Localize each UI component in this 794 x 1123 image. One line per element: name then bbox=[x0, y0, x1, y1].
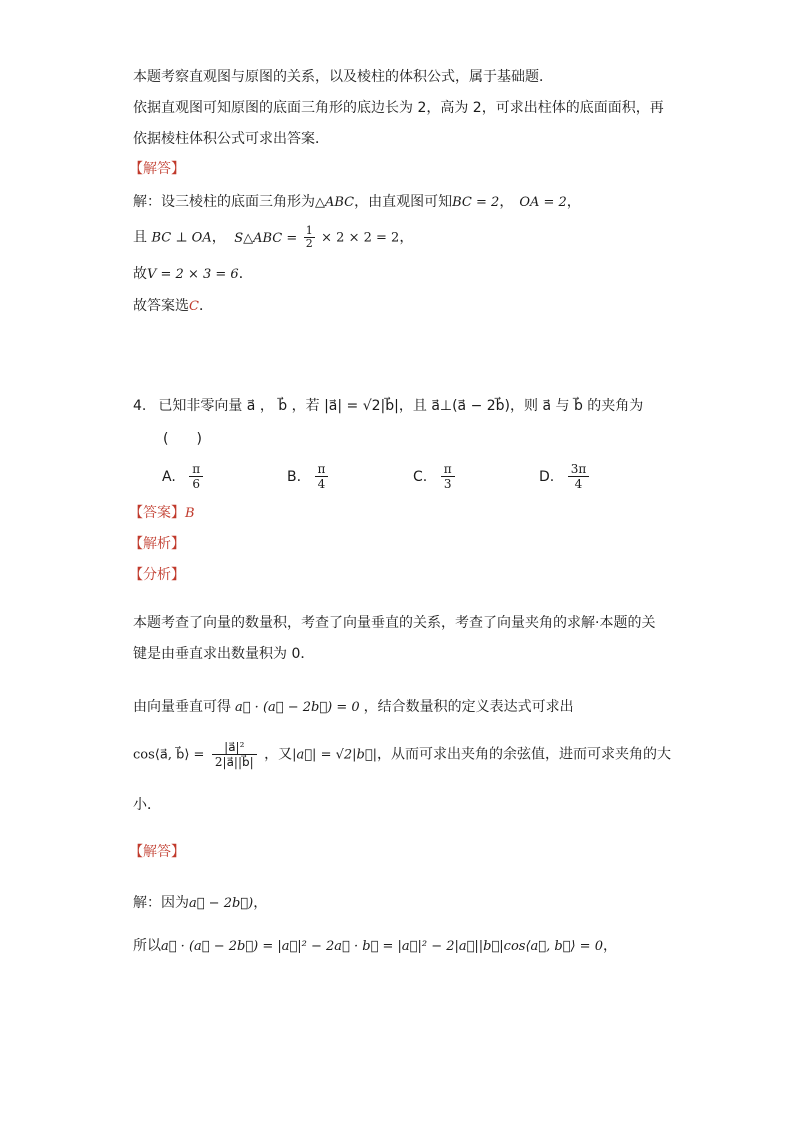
text-line: 由向量垂直可得 a⃗ · (a⃗ − 2b⃗) = 0 ，结合数量积的定义表达式可求出 bbox=[133, 699, 574, 715]
option-c[interactable]: C. $\frac{\pi}{3}$ bbox=[413, 462, 458, 491]
solution-line: 解：因为a⃗ − 2b⃗)， bbox=[133, 895, 268, 911]
text-line: cos⟨a⃗, b⃗⟩ = $\frac{\text{|a⃗|²}}{2|a⃗||b⃗|}$ ，又|a⃗| = √2|b⃗|，从而可求出夹角的余弦值，进而可求夹角的大 bbox=[133, 740, 672, 769]
text-line: 本题考察直观图与原图的关系，以及棱柱的体积公式，属于基础题． bbox=[133, 69, 553, 85]
option-a[interactable]: A. $\frac{\pi}{6}$ bbox=[162, 462, 206, 491]
text-line: 依据直观图可知原图的底面三角形的底边长为 2，高为 2，可求出柱体的底面面积，再 bbox=[133, 100, 664, 116]
section-header-fenxi: 【分析】 bbox=[129, 567, 185, 583]
question-stem: 4. 已知非零向量 a⃗ ， b⃗ ，若 |a⃗| = √2|b⃗|，且 a⃗⊥(a⃗ − 2b⃗)，则 a⃗ 与 b⃗ 的夹角为 bbox=[133, 398, 644, 414]
section-header-jieda: 【解答】 bbox=[129, 844, 185, 860]
answer-line: 【答案】B bbox=[129, 505, 195, 521]
option-b[interactable]: B. $\frac{\pi}{4}$ bbox=[287, 462, 331, 491]
section-header-jiexi: 【解析】 bbox=[129, 536, 185, 552]
solution-line: 且 BC ⊥ OA， S△ABC = $\frac{1}{2}$ × 2 × 2 = 2， bbox=[133, 224, 414, 250]
fraction: $\frac{1}{2}$ bbox=[305, 224, 313, 250]
text-line: 小． bbox=[133, 797, 161, 813]
text-line: 依据棱柱体积公式可求出答案． bbox=[133, 131, 329, 147]
solution-line: 解：设三棱柱的底面三角形为△ABC，由直观图可知BC = 2， OA = 2， bbox=[133, 194, 581, 210]
text-line: 本题考查了向量的数量积，考查了向量垂直的关系，考查了向量夹角的求解·本题的关 bbox=[133, 615, 656, 631]
solution-line: 所以a⃗ · (a⃗ − 2b⃗) = |a⃗|² − 2a⃗ · b⃗ = |a⃗|² − 2|a⃗||b⃗|cos⟨a⃗, b⃗⟩ = 0， bbox=[133, 938, 617, 954]
section-header-jieda: 【解答】 bbox=[129, 161, 185, 177]
solution-line: 故答案选C． bbox=[133, 298, 213, 314]
text-line: 键是由垂直求出数量积为 0． bbox=[133, 646, 315, 662]
solution-line: 故V = 2 × 3 = 6． bbox=[133, 266, 253, 282]
option-d[interactable]: D. $\frac{3\pi}{4}$ bbox=[539, 462, 592, 491]
question-paren: ( ) bbox=[163, 431, 202, 447]
